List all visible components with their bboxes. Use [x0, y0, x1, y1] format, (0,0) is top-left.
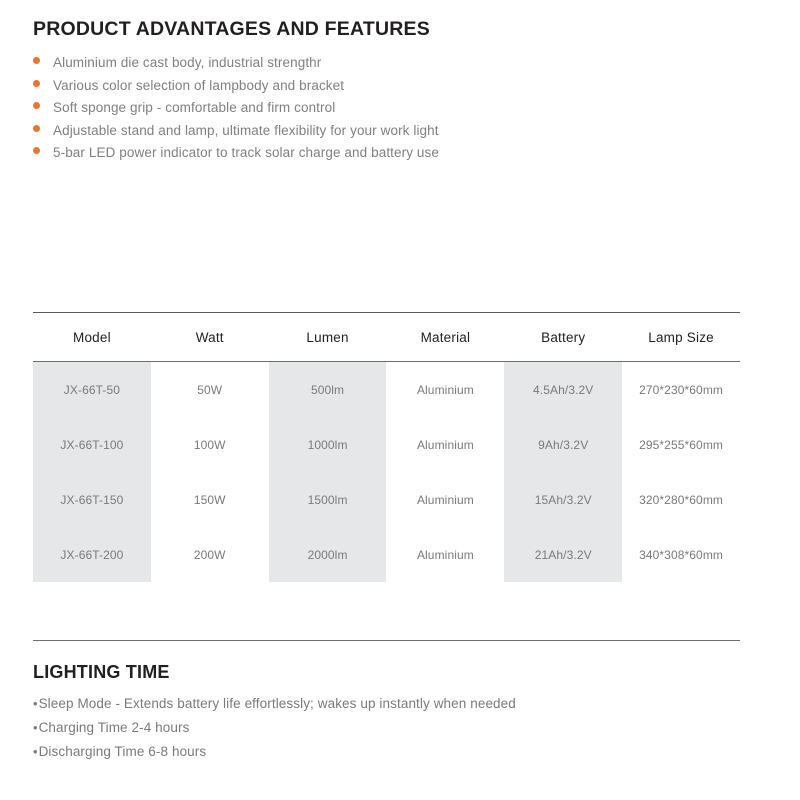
lighting-time-list	[33, 696, 740, 759]
table-row	[33, 527, 740, 582]
column-header-material: Material	[420, 329, 471, 345]
cell-model: JX-66T-150	[33, 472, 151, 527]
bullet-dot-icon	[33, 57, 40, 64]
bullet-dot-icon: •	[33, 720, 38, 735]
column-header-battery: Battery	[541, 329, 586, 345]
cell-model: JX-66T-200	[33, 527, 151, 582]
cell-model: JX-66T-50	[33, 362, 151, 417]
lighting-time-text: Charging Time 2-4 hours	[38, 720, 190, 735]
cell-lamp-size: 340*308*60mm	[639, 547, 724, 562]
cell-lumen: 2000lm	[269, 527, 387, 582]
list-item	[33, 720, 740, 735]
list-item	[33, 696, 740, 711]
cell-lumen: 500lm	[269, 362, 387, 417]
cell-lumen: 1500lm	[269, 472, 387, 527]
feature-text: Aluminium die cast body, industrial strengthr	[53, 55, 322, 70]
cell-material: Aluminium	[416, 492, 474, 507]
specification-table-body	[33, 362, 740, 582]
specification-table	[33, 313, 740, 361]
lighting-time-text: Sleep Mode - Extends battery life effortlessly; wakes up instantly when needed	[38, 696, 516, 711]
feature-text: Adjustable stand and lamp, ultimate flexibility for your work light	[53, 122, 439, 138]
bullet-dot-icon: •	[33, 696, 38, 711]
feature-text: 5-bar LED power indicator to track solar charge and battery use	[53, 145, 439, 160]
table-header	[33, 313, 740, 361]
feature-text: Soft sponge grip - comfortable and firm control	[53, 100, 336, 115]
table-body	[33, 362, 740, 582]
cell-lamp-size: 295*255*60mm	[639, 437, 724, 452]
list-item	[33, 100, 773, 115]
lighting-time-title: LIGHTING TIME	[33, 662, 170, 682]
product-advantages-section	[33, 18, 773, 168]
cell-battery: 4.5Ah/3.2V	[504, 362, 622, 417]
feature-list	[33, 55, 773, 160]
table-row	[33, 472, 740, 527]
cell-battery: 21Ah/3.2V	[504, 527, 622, 582]
cell-battery: 15Ah/3.2V	[504, 472, 622, 527]
bullet-dot-icon	[33, 102, 40, 109]
cell-watt: 100W	[193, 437, 226, 452]
cell-watt: 50W	[197, 382, 223, 397]
column-header-model: Model	[73, 329, 111, 345]
lighting-time-divider	[33, 640, 740, 641]
list-item	[33, 55, 773, 70]
specification-table-section	[33, 312, 740, 582]
bullet-dot-icon: •	[33, 744, 38, 759]
cell-watt: 150W	[193, 492, 226, 507]
bullet-dot-icon	[33, 147, 40, 154]
list-item	[33, 78, 773, 93]
cell-lumen: 1000lm	[269, 417, 387, 472]
feature-text: Various color selection of lampbody and bracket	[53, 77, 345, 93]
cell-material: Aluminium	[416, 382, 474, 397]
cell-material: Aluminium	[416, 547, 474, 562]
page-title: PRODUCT ADVANTAGES AND FEATURES	[33, 18, 430, 40]
cell-material: Aluminium	[416, 437, 474, 452]
cell-model: JX-66T-100	[33, 417, 151, 472]
column-header-watt: Watt	[195, 329, 224, 345]
list-item	[33, 145, 773, 160]
column-header-lamp-size: Lamp Size	[648, 329, 714, 345]
cell-lamp-size: 270*230*60mm	[639, 382, 724, 397]
bullet-dot-icon	[33, 125, 40, 132]
cell-lamp-size: 320*280*60mm	[639, 492, 724, 507]
lighting-time-text: Discharging Time 6-8 hours	[38, 744, 207, 759]
cell-watt: 200W	[193, 547, 226, 562]
table-row	[33, 362, 740, 417]
bullet-dot-icon	[33, 80, 40, 87]
list-item	[33, 744, 740, 759]
table-header-row	[33, 313, 740, 361]
table-row	[33, 417, 740, 472]
lighting-time-section	[33, 640, 740, 768]
cell-battery: 9Ah/3.2V	[504, 417, 622, 472]
column-header-lumen: Lumen	[306, 329, 349, 345]
list-item	[33, 123, 773, 138]
